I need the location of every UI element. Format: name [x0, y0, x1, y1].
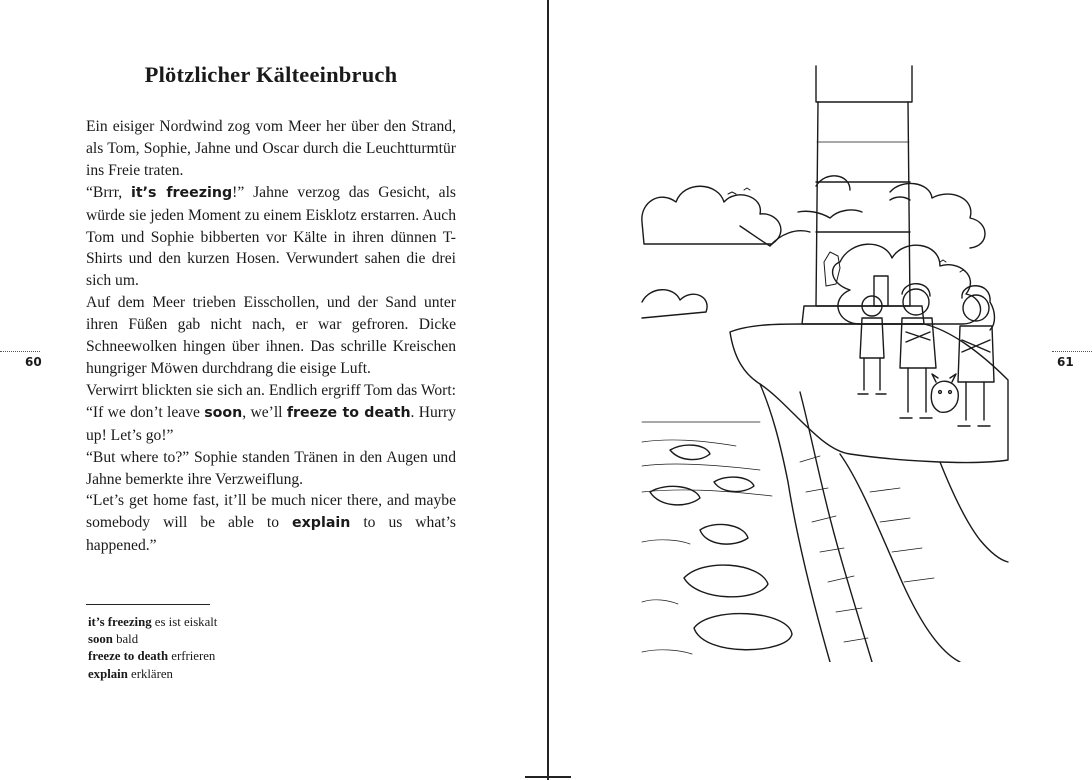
cloud-right [833, 244, 981, 324]
dog-oscar [931, 374, 958, 412]
paragraph [86, 182, 456, 293]
glossary-term: soon [88, 632, 113, 647]
glossary-translation: erfrieren [168, 649, 216, 664]
vocabulary-glossary [88, 614, 388, 683]
ice-floe-4 [700, 524, 748, 544]
vocabulary-term: freeze to death [286, 404, 411, 421]
cliff-face-right [840, 454, 960, 662]
gull-3 [890, 197, 910, 200]
child-jahne [958, 286, 995, 426]
glossary-term: it’s freezing [88, 615, 152, 629]
gutter-foot-mark [525, 776, 571, 778]
chapter-body [86, 116, 456, 557]
text-run: Ein eisiger Nordwind zog vom Meer her über den Strand, als Tom, Sophie, Jahne und Oscar durch die Leuchtturmtür ins Freie traten. [86, 118, 456, 179]
glossary-translation: es ist eiskalt [151, 615, 218, 629]
paragraph [86, 447, 456, 491]
text-run: Verwirrt blickten sie sich an. Endlich ergriff Tom das Wort: “If we don’t leave [86, 381, 456, 421]
cloud-left-low [642, 290, 707, 318]
paragraph [86, 490, 456, 557]
text-run: Auf dem Meer trieben Eisschollen, und der Sand unter ihren Füßen gab nicht nach, er war gefroren. Dicke Schneewolken hingen über ihnen. Das schrille Kreischen hungriger Möwen durchdrang die eisige Luft. [86, 294, 456, 377]
child-tom [858, 296, 886, 394]
glossary-translation: erklären [127, 666, 173, 681]
right-edge-dots [1052, 351, 1092, 352]
text-run: “Let’s get home fast, it’ll be much nicer there, and maybe somebody will be able to [86, 492, 456, 532]
text-run: “But where to?” Sophie standen Tränen in den Augen und Jahne bemerkte ihre Verzweiflung. [86, 448, 456, 488]
vocabulary-term: soon [204, 404, 243, 421]
cloud-right-top [890, 183, 985, 248]
ice-floe-1 [670, 445, 710, 460]
cloud-left [642, 186, 781, 244]
ice-floe-3 [714, 477, 754, 492]
glossary-term: freeze to death [88, 649, 169, 664]
left-edge-dots [0, 351, 40, 352]
page-number-left: 60 [25, 355, 42, 369]
lighthouse-lamp [816, 66, 912, 102]
book-gutter [547, 0, 549, 780]
glossary-entry [88, 648, 388, 665]
ice-floe-6 [694, 614, 792, 650]
paragraph [86, 380, 456, 447]
vocabulary-term: it’s freezing [131, 184, 233, 201]
text-run: !” Jahne verzog das Gesicht, als würde sie jeden Moment zu einem Eisklotz erstarren. Auch Tom und Sophie bibberten vor Kälte in ihren dünnen T-Shirts und den kurzen Hosen. Verwundert sahen die drei sich um. [86, 183, 456, 290]
cloud-behind-tower [816, 176, 850, 190]
glossary-entry [88, 631, 388, 648]
glossary-term: explain [88, 666, 128, 681]
gull-2 [798, 210, 862, 218]
text-run: , we’ll [242, 403, 287, 421]
text-run: “Brrr, [86, 183, 132, 201]
text-run: . Hurry up! Let’s go!” [86, 403, 456, 444]
page-number-right: 61 [1057, 355, 1074, 369]
gull-1 [740, 226, 810, 246]
ice-floe-5 [684, 565, 768, 597]
footnote-rule [86, 604, 210, 605]
cliff-face-left [760, 384, 830, 662]
lighthouse-body [816, 102, 910, 306]
glossary-translation: bald [112, 632, 139, 647]
lighthouse-cliff-illustration [640, 62, 1012, 662]
glossary-entry [88, 666, 388, 683]
paragraph [86, 292, 456, 380]
ice-floe-2 [650, 486, 700, 505]
glossary-entry [88, 614, 388, 631]
paragraph [86, 116, 456, 182]
text-run: to us what’s happened.” [86, 514, 456, 555]
vocabulary-term: explain [292, 515, 351, 532]
chapter-title: Plötzlicher Kälteeinbruch [144, 62, 398, 87]
